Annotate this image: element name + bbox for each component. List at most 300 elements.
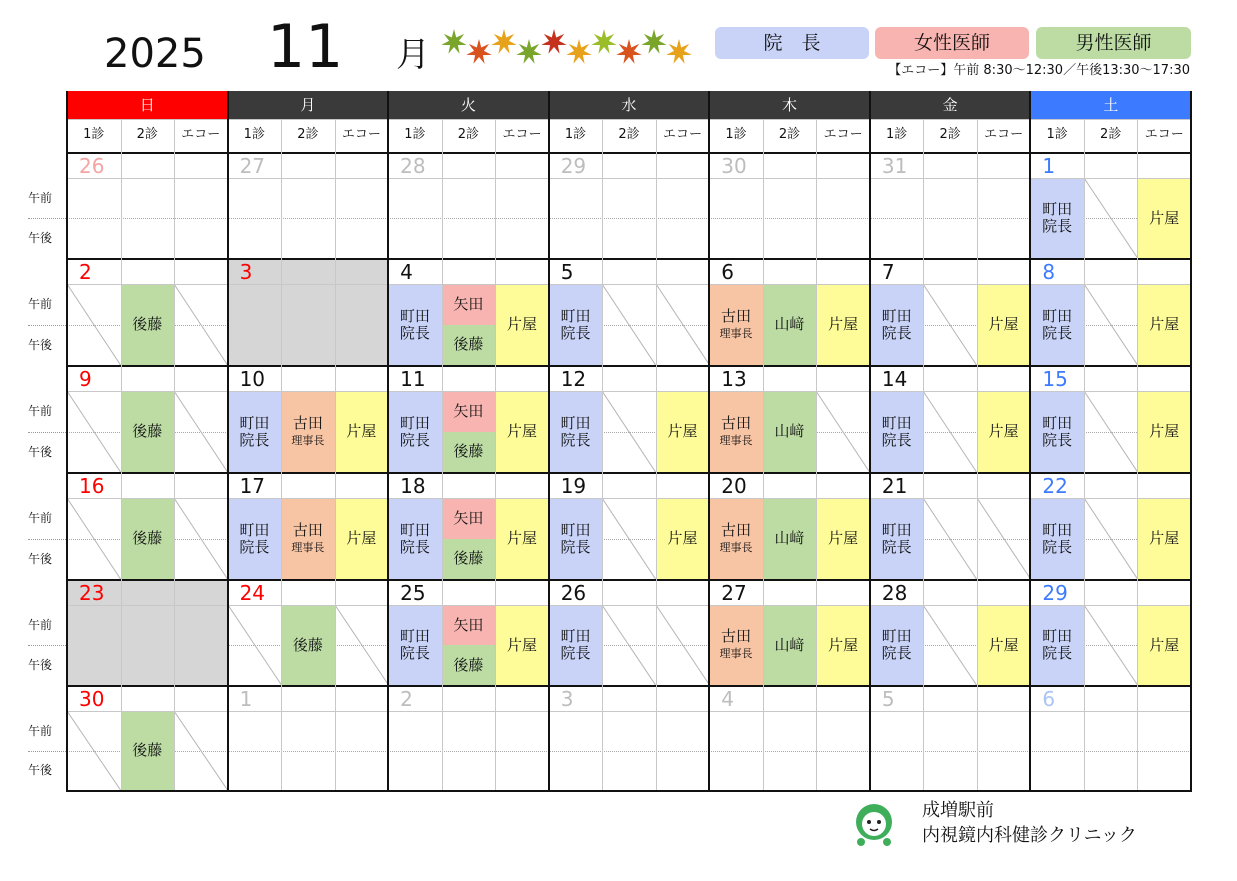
closed-slash [1084,178,1138,258]
sub-column-header: 2診 [136,127,158,142]
doctor-slot [442,432,496,473]
date-number: 5 [881,687,895,711]
doctor-slot [1030,605,1084,685]
sub-column-header: エコー [663,127,703,142]
pm-label: 午後 [28,658,53,672]
doctor-name-text: 片屋 [1149,315,1180,333]
closed-slash [174,498,228,579]
date-number: 28 [881,581,908,605]
doctor-slot [281,391,335,472]
clinic-name-line2: 内視鏡内科健診クリニック [922,825,1137,846]
doctor-name-text: 後藤 [292,635,323,654]
doctor-name-text: 古田 [721,627,752,645]
pm-label: 午後 [28,763,53,778]
date-row-border [67,284,1191,285]
doctor-name [1149,210,1179,227]
am-pm-line [709,751,870,752]
sub-column-header: エコー [823,127,863,142]
doctor-slot [442,325,496,366]
sub-column-border [656,119,657,790]
doctor-name [239,522,269,556]
weekday-header: 火 [388,91,549,119]
doctor-name-text: 片屋 [506,635,537,654]
doctor-name-text: 町田 院長 [1042,306,1073,342]
date-number: 15 [1042,367,1068,391]
am-pm-line [228,751,389,752]
doctor-name-text: 片屋 [506,529,537,547]
date-number: 6 [721,260,735,284]
doctor-slot [709,391,763,472]
doctor-name [775,530,805,547]
closed-slash [977,498,1031,579]
sub-column-border [602,119,603,790]
doctor-name [1149,637,1179,654]
doctor-name [291,522,324,556]
pm-label: 午後 [28,337,53,352]
doctor-slot [709,498,763,579]
date-number: 11 [400,367,426,391]
sub-column-header: 2診 [778,127,801,142]
closed-slash [602,605,656,685]
doctor-slot [495,284,549,365]
doctor-name [560,628,590,662]
date-number: 2 [400,687,413,711]
doctor-name-text: 町田 院長 [399,306,430,342]
sub-column-border [121,119,122,790]
sub-column-header: 2診 [1100,127,1122,142]
legend-director-label: 院 長 [763,32,821,54]
legend-male-doctor-label: 男性医師 [1075,32,1152,54]
date-number: 30 [721,154,747,178]
doctor-name [775,423,805,440]
closed-slash [602,498,656,579]
sub-column-header: エコー [984,127,1024,142]
closed-slash [923,498,977,579]
doctor-slot [763,284,817,365]
doctor-name-text: 後藤 [132,741,163,759]
doctor-name [828,637,858,654]
date-number: 5 [560,260,574,284]
am-pm-divider [28,325,66,326]
closed-slash [174,284,228,365]
weekday-header: 月 [228,91,389,119]
doctor-name-text: 町田 院長 [1042,627,1073,662]
date-number: 26 [560,581,587,605]
sub-column-header: 1診 [725,127,747,142]
doctor-slot [870,284,924,365]
doctor-name-text: 片屋 [506,315,537,333]
doctor-title: 理事長 [719,326,753,340]
doctor-name [828,316,858,333]
date-number: 28 [400,154,426,178]
doctor-slot [1137,498,1191,579]
day-border [66,91,68,792]
sub-column-header: 1診 [404,127,426,142]
doctor-slot [549,605,603,685]
sub-column-border [442,119,443,790]
doctor-slot [1137,284,1191,365]
weekday-header: 日 [67,91,228,119]
doctor-slot [1030,391,1084,472]
doctor-name-text: 片屋 [988,422,1019,440]
doctor-name [453,403,483,420]
closed-slash [67,391,121,472]
doctor-name [400,628,430,662]
doctor-name-text: 片屋 [988,635,1019,654]
doctor-name [882,415,912,449]
date-row-border [67,498,1191,499]
doctor-name-text: 町田 院長 [399,413,430,449]
week-border [67,579,1191,581]
doctor-slot [977,391,1031,472]
doctor-name-text: 片屋 [988,315,1019,333]
doctor-slot [335,498,389,579]
doctor-name-text: 古田 [292,413,323,432]
doctor-name [453,617,483,634]
doctor-name-text: 片屋 [828,315,859,333]
date-number: 14 [881,367,908,391]
sub-column-border [281,119,282,790]
day-border [869,91,871,792]
am-pm-line [549,218,710,219]
doctor-slot [388,391,442,472]
date-number: 27 [239,154,266,178]
day-border [1190,91,1192,792]
doctor-slot [228,391,282,472]
doctor-name-text: 町田 院長 [1042,413,1073,449]
doctor-name [560,308,590,342]
date-number: 1 [1042,154,1056,178]
doctor-name [346,423,376,440]
doctor-slot [121,711,175,790]
doctor-name-text: 片屋 [828,529,859,547]
doctor-name-text: 町田 院長 [881,413,912,449]
sub-column-border [923,119,924,790]
sub-column-header: 2診 [457,127,480,142]
sub-column-header: 1診 [1046,127,1068,142]
date-number: 24 [239,581,266,605]
closed-slash [174,711,228,790]
doctor-slot [1030,498,1084,579]
date-number: 12 [560,367,587,391]
doctor-name [668,423,698,440]
closed-slash [1084,605,1138,685]
am-label: 午前 [28,297,53,312]
doctor-name-text: 後藤 [132,422,163,440]
date-number: 29 [560,154,587,178]
closed-slash [602,284,656,365]
closed-slash [816,391,870,472]
am-pm-line [388,751,549,752]
doctor-name-text: 古田 [721,520,752,539]
am-pm-line [388,218,549,219]
pm-label: 午後 [28,231,53,245]
doctor-name [291,415,324,449]
sub-column-header: 1診 [564,127,587,142]
doctor-name [293,637,323,654]
am-pm-divider [28,751,66,752]
am-pm-line [228,218,389,219]
sub-column-border [1084,119,1085,790]
doctor-slot [816,605,870,685]
doctor-name-text: 片屋 [667,422,698,440]
doctor-name-text: 町田 院長 [1042,520,1073,556]
doctor-slot [656,391,710,472]
doctor-slot [977,605,1031,685]
doctor-name-text: 山﨑 [774,635,805,654]
week-border [67,258,1191,260]
sub-column-border [335,119,336,790]
date-number: 9 [79,367,92,391]
doctor-name [1042,522,1072,556]
date-number: 23 [79,581,105,605]
doctor-slot [1030,178,1084,258]
clinic-mascot-icon [848,800,900,850]
closed-slash [228,605,282,685]
doctor-name-text: 山﨑 [774,529,805,547]
doctor-name [720,522,753,556]
doctor-name [668,530,698,547]
doctor-name-text: 町田 院長 [560,306,591,342]
doctor-slot [870,391,924,472]
clinic-name-line1: 成増駅前 [922,800,994,821]
doctor-slot [442,539,496,580]
sub-column-border [495,119,496,790]
am-label: 午前 [28,511,53,526]
day-border [1029,91,1031,792]
doctor-name-text: 後藤 [132,529,163,547]
doctor-slot [388,498,442,579]
doctor-slot [1137,178,1191,258]
doctor-name [720,415,753,449]
doctor-name-text: 片屋 [667,529,698,547]
date-number: 27 [721,581,747,605]
doctor-name [453,657,483,674]
date-row-border [67,605,1191,606]
grid-bottom-border [67,790,1191,792]
doctor-name-text: 町田 院長 [560,520,591,556]
doctor-slot [816,284,870,365]
doctor-slot [121,391,175,472]
sub-column-header: 2診 [297,127,319,142]
doctor-slot [763,498,817,579]
doctor-slot [549,284,603,365]
day-border [708,91,710,792]
closed-slash [1084,391,1138,472]
doctor-slot [549,391,603,472]
am-pm-divider [28,539,66,540]
date-number: 4 [721,687,735,711]
week-border [67,365,1191,367]
doctor-name [720,628,753,662]
doctor-name-text: 山﨑 [774,422,805,440]
date-number: 7 [881,260,895,284]
doctor-slot [281,605,335,685]
doctor-slot [709,284,763,365]
day-border [548,91,550,792]
am-pm-line [709,218,870,219]
doctor-slot [495,391,549,472]
date-number: 25 [400,581,426,605]
doctor-name-text: 片屋 [1149,208,1180,227]
doctor-slot [763,605,817,685]
date-number: 20 [721,474,747,498]
sub-column-border [763,119,764,790]
doctor-name [507,637,537,654]
doctor-name [453,296,483,313]
weekday-header: 土 [1030,91,1191,119]
day-border [387,91,389,792]
date-number: 10 [239,367,266,391]
doctor-slot [495,498,549,579]
closed-slash [67,284,121,365]
sub-column-header: 1診 [243,127,265,142]
doctor-name-text: 町田 院長 [881,520,912,556]
closed-slash [1084,284,1138,365]
sub-column-header: エコー [502,127,542,142]
date-number: 29 [1042,581,1068,605]
doctor-name [720,308,753,342]
doctor-title: 理事長 [291,540,325,554]
doctor-name [882,308,912,342]
weekday-header: 木 [709,91,870,119]
header-border [67,119,1191,120]
date-number: 8 [1042,260,1056,284]
doctor-slot [656,498,710,579]
am-label: 午前 [28,404,53,419]
doctor-name-text: 町田 院長 [1042,200,1073,235]
doctor-slot [442,605,496,645]
sub-column-header: 2診 [939,127,961,142]
doctor-name-text: 町田 院長 [881,627,912,662]
date-row-border [67,178,1191,179]
doctor-name [400,415,430,449]
sub-column-header: エコー [1144,127,1184,142]
closed-slash [67,498,121,579]
doctor-name [400,522,430,556]
doctor-name-text: 後藤 [453,549,484,568]
doctor-slot [1137,605,1191,685]
doctor-name [1149,423,1179,440]
date-row-border [67,391,1191,392]
closed-slash [1084,498,1138,579]
doctor-name [775,637,805,654]
date-number: 4 [400,260,413,284]
closed-slash [335,605,389,685]
doctor-name [507,530,537,547]
doctor-name-text: 片屋 [828,635,859,654]
doctor-slot [1030,284,1084,365]
date-number: 30 [79,687,105,711]
doctor-name-text: 町田 院長 [239,520,270,556]
doctor-slot [977,284,1031,365]
doctor-title: 理事長 [719,540,753,554]
doctor-slot [495,605,549,685]
date-number: 6 [1042,687,1056,711]
am-label: 午前 [28,618,53,632]
date-number: 31 [881,154,908,178]
closed-slash [656,284,710,365]
doctor-name-text: 町田 院長 [560,413,591,449]
doctor-name-text: 矢田 [453,294,484,313]
doctor-name [1149,316,1179,333]
sub-column-border [1137,119,1138,790]
doctor-slot [388,605,442,685]
doctor-name [507,316,537,333]
week-border [67,152,1191,154]
doctor-name-text: 後藤 [132,315,163,333]
sub-column-header: エコー [341,127,381,142]
date-number: 1 [239,687,253,711]
doctor-slot [709,605,763,685]
closed-slash [923,605,977,685]
week-border [67,472,1191,474]
am-pm-line [870,218,1031,219]
doctor-name [400,308,430,342]
doctor-slot [228,498,282,579]
am-pm-divider [28,645,66,646]
doctor-name-text: 古田 [721,413,752,432]
doctor-name [132,423,162,440]
closed-slash [602,391,656,472]
date-row-border [67,711,1191,712]
am-pm-divider [28,432,66,433]
doctor-name-text: 片屋 [1149,529,1180,547]
doctor-name [507,423,537,440]
doctor-slot [121,498,175,579]
closed-slash [923,284,977,365]
date-number: 17 [239,474,266,498]
sub-column-border [174,119,175,790]
doctor-slot [1137,391,1191,472]
date-number: 16 [79,474,105,498]
doctor-name-text: 矢田 [453,401,484,420]
doctor-name-text: 後藤 [453,335,484,354]
doctor-name [132,316,162,333]
date-number: 18 [400,474,426,498]
weekday-header: 水 [549,91,710,119]
date-number: 3 [560,687,574,711]
doctor-name-text: 古田 [721,306,752,325]
doctor-slot [763,391,817,472]
sub-column-border [816,119,817,790]
doctor-name [989,423,1019,440]
doctor-name-text: 町田 院長 [399,520,430,556]
doctor-name [882,522,912,556]
doctor-name [775,316,805,333]
doctor-name-text: 古田 [292,520,323,539]
doctor-name [882,628,912,662]
doctor-slot [816,498,870,579]
doctor-name [346,530,376,547]
echo-hours-note: 【エコー】午前 8:30〜12:30／午後13:30〜17:30 [888,63,1190,78]
sub-column-header: 2診 [618,127,640,142]
doctor-name [239,415,269,449]
pm-label: 午後 [28,551,53,566]
year: 2025 [104,31,206,77]
doctor-name-text: 片屋 [506,422,537,440]
date-number: 2 [79,260,92,284]
weekday-header: 金 [870,91,1031,119]
doctor-name-text: 矢田 [453,508,484,527]
doctor-name-text: 町田 院長 [560,627,591,662]
doctor-slot [870,605,924,685]
doctor-slot [870,498,924,579]
doctor-name-text: 片屋 [1149,635,1180,654]
date-number: 19 [560,474,587,498]
day-border [227,91,229,792]
doctor-name [1042,628,1072,662]
